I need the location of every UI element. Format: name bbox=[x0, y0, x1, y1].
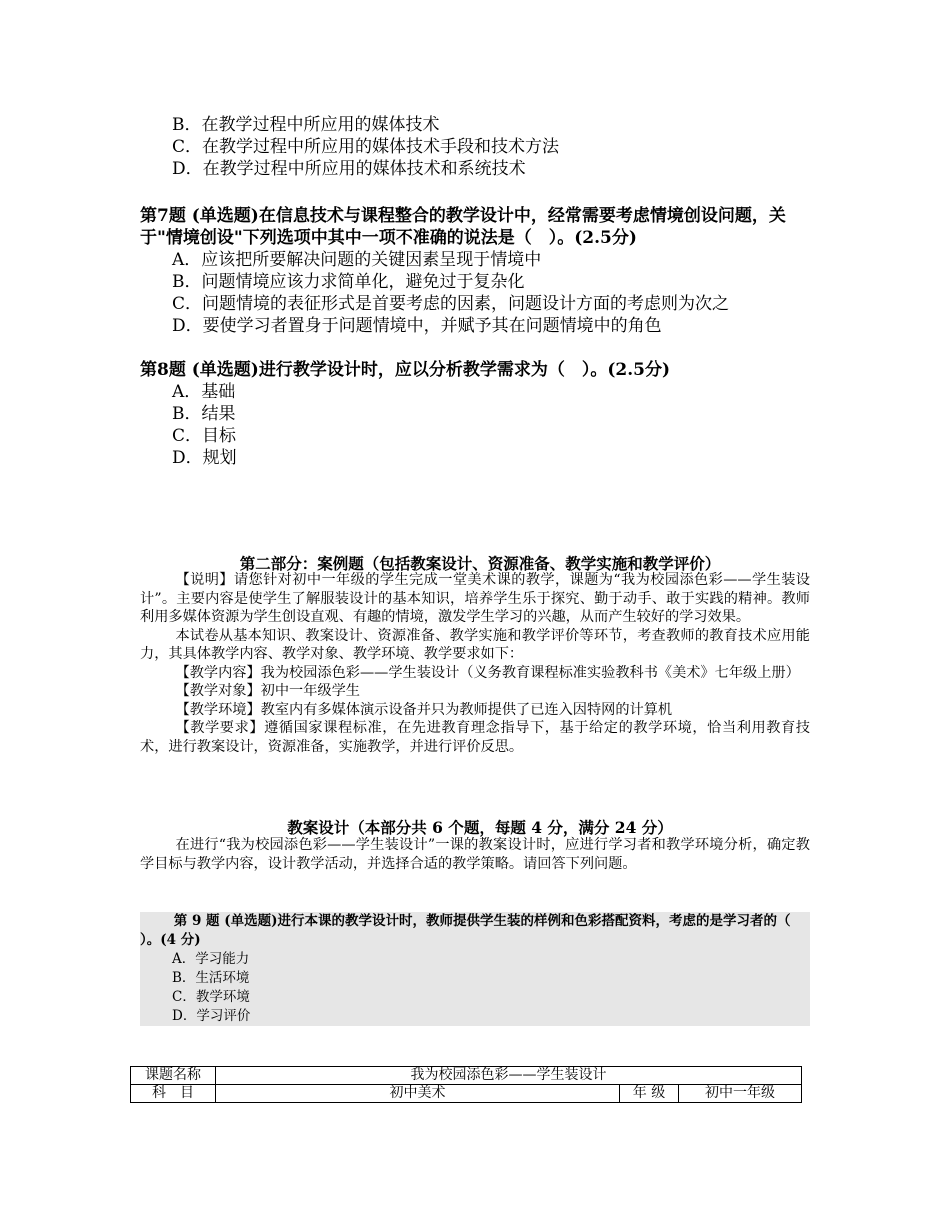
q6-option-c: C．在教学过程中所应用的媒体技术手段和技术方法 bbox=[172, 137, 560, 157]
part2-para2: 本试卷从基本知识、教案设计、资源准备、教学实施和教学评价等环节，考查教师的教育技术应用能力，其具体教学内容、教学对象、教学环境、教学要求如下： bbox=[140, 627, 810, 662]
lesson-info-table bbox=[130, 1066, 802, 1103]
q8-question: 第8题 (单选题)进行教学设计时，应以分析教学需求为（ ）。(2.5分) bbox=[140, 360, 670, 380]
q7-option-c: C．问题情境的表征形式是首要考虑的因素，问题设计方面的考虑则为次之 bbox=[172, 294, 730, 314]
grade-label-cell: 年 级 bbox=[620, 1085, 679, 1103]
q9-option-c: C．教学环境 bbox=[172, 989, 250, 1005]
q7-option-b: B．问题情境应该力求简单化，避免过于复杂化 bbox=[172, 272, 525, 292]
teaching-requirement: 【教学要求】遵循国家课程标准，在先进教育理念指导下，基于给定的教学环境，恰当利用教育技术，进行教案设计，资源准备，实施教学，并进行评价反思。 bbox=[140, 720, 810, 755]
q8-option-d: D．规划 bbox=[172, 448, 237, 468]
lesson-design-text: 在进行“我为校园添色彩——学生装设计”一课的教案设计时，应进行学习者和教学环境分析，确定教学目标与教学内容，设计教学活动，并选择合适的教学策略。请回答下列问题。 bbox=[140, 837, 810, 872]
q8-options bbox=[172, 381, 237, 469]
teaching-object: 【教学对象】初中一年级学生 bbox=[175, 683, 360, 699]
grade-value-cell: 初中一年级 bbox=[679, 1085, 802, 1103]
q7-options bbox=[172, 249, 729, 337]
subject-value-cell: 初中美术 bbox=[216, 1085, 620, 1103]
table-row bbox=[131, 1085, 802, 1103]
lesson-design-desc bbox=[140, 836, 810, 873]
q6-option-d: D．在教学过程中所应用的媒体技术和系统技术 bbox=[172, 159, 526, 179]
q7-option-a: A．应该把所要解决问题的关键因素呈现于情境中 bbox=[172, 250, 542, 270]
teaching-environment: 【教学环境】教室内有多媒体演示设备并只为教师提供了已连入因特网的计算机 bbox=[175, 701, 673, 718]
lesson-design-title: 教案设计（本部分共 6 个题，每题 4 分，满分 24 分） bbox=[287, 818, 673, 837]
q6-option-b: B．在教学过程中所应用的媒体技术 bbox=[172, 115, 440, 135]
part2-intro: 【说明】请您针对初中一年级的学生完成一堂美术课的教学，课题为“我为校园添色彩——学生装设计”。主要内容是使学生了解服装设计的基本知识，培养学生乐于探究、勤于动手、敢于实践的精神。教师利用多媒体资源为学生创设直观、有趣的情境，激发学生学习的兴趣，从而产生较好的学习效果。 bbox=[140, 572, 810, 625]
q9-option-d: D．学习评价 bbox=[172, 1008, 251, 1024]
q8-option-b: B．结果 bbox=[172, 404, 236, 424]
q7-question: 第7题 (单选题)在信息技术与课程整合的教学设计中，经常需要考虑情境创设问题，关于"情境创设"下列选项中其中一项不准确的说法是（ ）。(2.5分) bbox=[140, 206, 786, 248]
topic-value-cell: 我为校园添色彩——学生装设计 bbox=[216, 1067, 802, 1085]
part2-body bbox=[140, 571, 810, 756]
q9-block bbox=[140, 912, 810, 1026]
q8-option-a: A．基础 bbox=[172, 382, 236, 402]
q7-option-d: D．要使学习者置身于问题情境中，并赋予其在问题情境中的角色 bbox=[172, 316, 662, 336]
teaching-content: 【教学内容】我为校园添色彩——学生装设计（义务教育课程标准实验教科书《美术》七年级上册） bbox=[175, 664, 800, 681]
q9-option-a: A．学习能力 bbox=[172, 951, 250, 967]
q8-option-c: C．目标 bbox=[172, 426, 237, 446]
q6-options bbox=[172, 114, 559, 180]
topic-label-cell: 课题名称 bbox=[131, 1067, 216, 1085]
q9-question: 第 9 题 (单选题)进行本课的教学设计时，教师提供学生装的样例和色彩搭配资料，考虑的是学习者的（ ）。(4 分) bbox=[140, 913, 791, 948]
q9-option-b: B．生活环境 bbox=[172, 970, 250, 986]
subject-label-cell: 科 目 bbox=[131, 1085, 216, 1103]
table-row bbox=[131, 1067, 802, 1085]
part2-title: 第二部分：案例题（包括教案设计、资源准备、教学实施和教学评价） bbox=[239, 554, 721, 573]
